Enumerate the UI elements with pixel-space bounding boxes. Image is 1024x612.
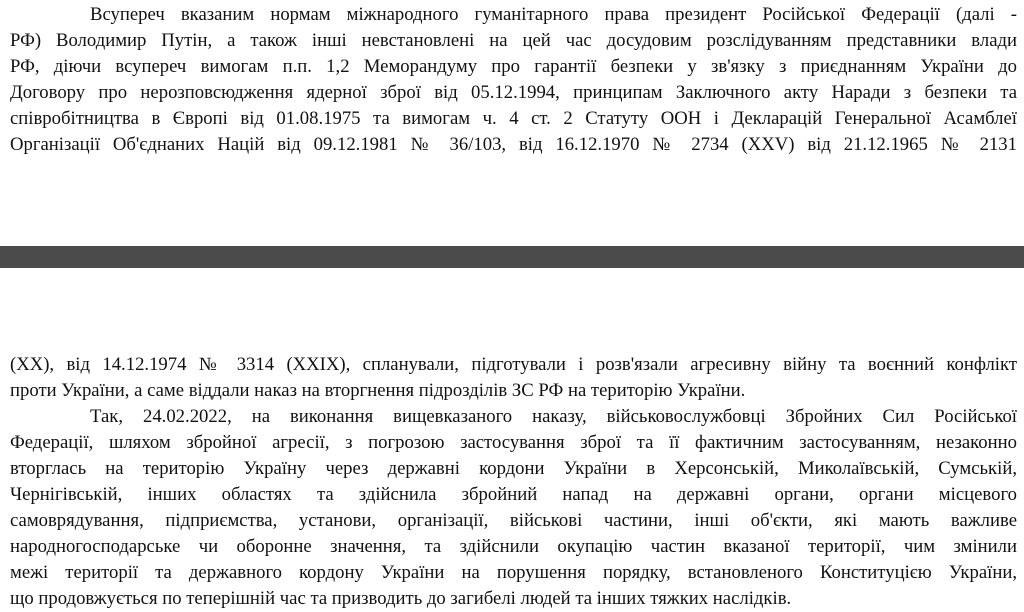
text-line: межі території та державного кордону України на порушення порядку, встановленого Конституцією України, bbox=[10, 562, 1017, 583]
text-line: Організації Об'єднаних Націй від 09.12.1981 № 36/103, від 16.12.1970 № 2734 (XXV) від 21.12.1965 № 2131 bbox=[10, 134, 1017, 155]
text-line: (XX), від 14.12.1974 № 3314 (XXIX), спланували, підготували і розв'язали агресивну війну та воєнний конфлікт bbox=[10, 354, 1017, 375]
text-line: вторглась на територію Україну через державні кордони України в Херсонській, Миколаївській, Сумській, bbox=[10, 458, 1017, 479]
text-line: Так, 24.02.2022, на виконання вищевказаного наказу, військовослужбовці Збройних Сил Російської bbox=[90, 406, 1017, 427]
document-page-bottom bbox=[0, 270, 1024, 609]
text-line: Чернігівській, інших областях та здійснила збройний напад на державні органи, органи місцевого bbox=[10, 484, 1017, 505]
text-line: що продовжується по теперішній час та призводить до загибелі людей та інших тяжких наслідків. bbox=[10, 588, 792, 609]
text-line: співробітництва в Європі від 01.08.1975 та вимогам ч. 4 ст. 2 Статуту ООН і Декларацій Генеральної Асамблеї bbox=[10, 108, 1017, 129]
text-line: Федерації, шляхом збройної агресії, з погрозою застосування зброї та її фактичним застосуванням, незаконно bbox=[10, 432, 1017, 453]
text-line: проти України, а саме віддали наказ на вторгнення підрозділів ЗС РФ на територію України. bbox=[10, 380, 746, 401]
document-page-top bbox=[0, 0, 1024, 240]
page-separator bbox=[0, 246, 1024, 268]
text-line: Договору про нерозповсюдження ядерної зброї від 05.12.1994, принципам Заключного акту Наради з безпеки та bbox=[10, 82, 1017, 103]
text-line: РФ, діючи всупереч вимогам п.п. 1,2 Меморандуму про гарантії безпеки у зв'язку з приєднанням України до bbox=[10, 56, 1017, 77]
text-line: самоврядування, підприємства, установи, організації, військові частини, інші об'єкти, які мають важливе bbox=[10, 510, 1017, 531]
text-line: Всупереч вказаним нормам міжнародного гуманітарного права президент Російської Федерації (далі - bbox=[90, 4, 1017, 25]
text-line: РФ) Володимир Путін, а також інші невстановлені на цей час досудовим розслідуванням представники влади bbox=[10, 30, 1017, 51]
text-line: народногосподарське чи оборонне значення, та здійснили окупацію частин вказаної території, чим змінили bbox=[10, 536, 1017, 557]
